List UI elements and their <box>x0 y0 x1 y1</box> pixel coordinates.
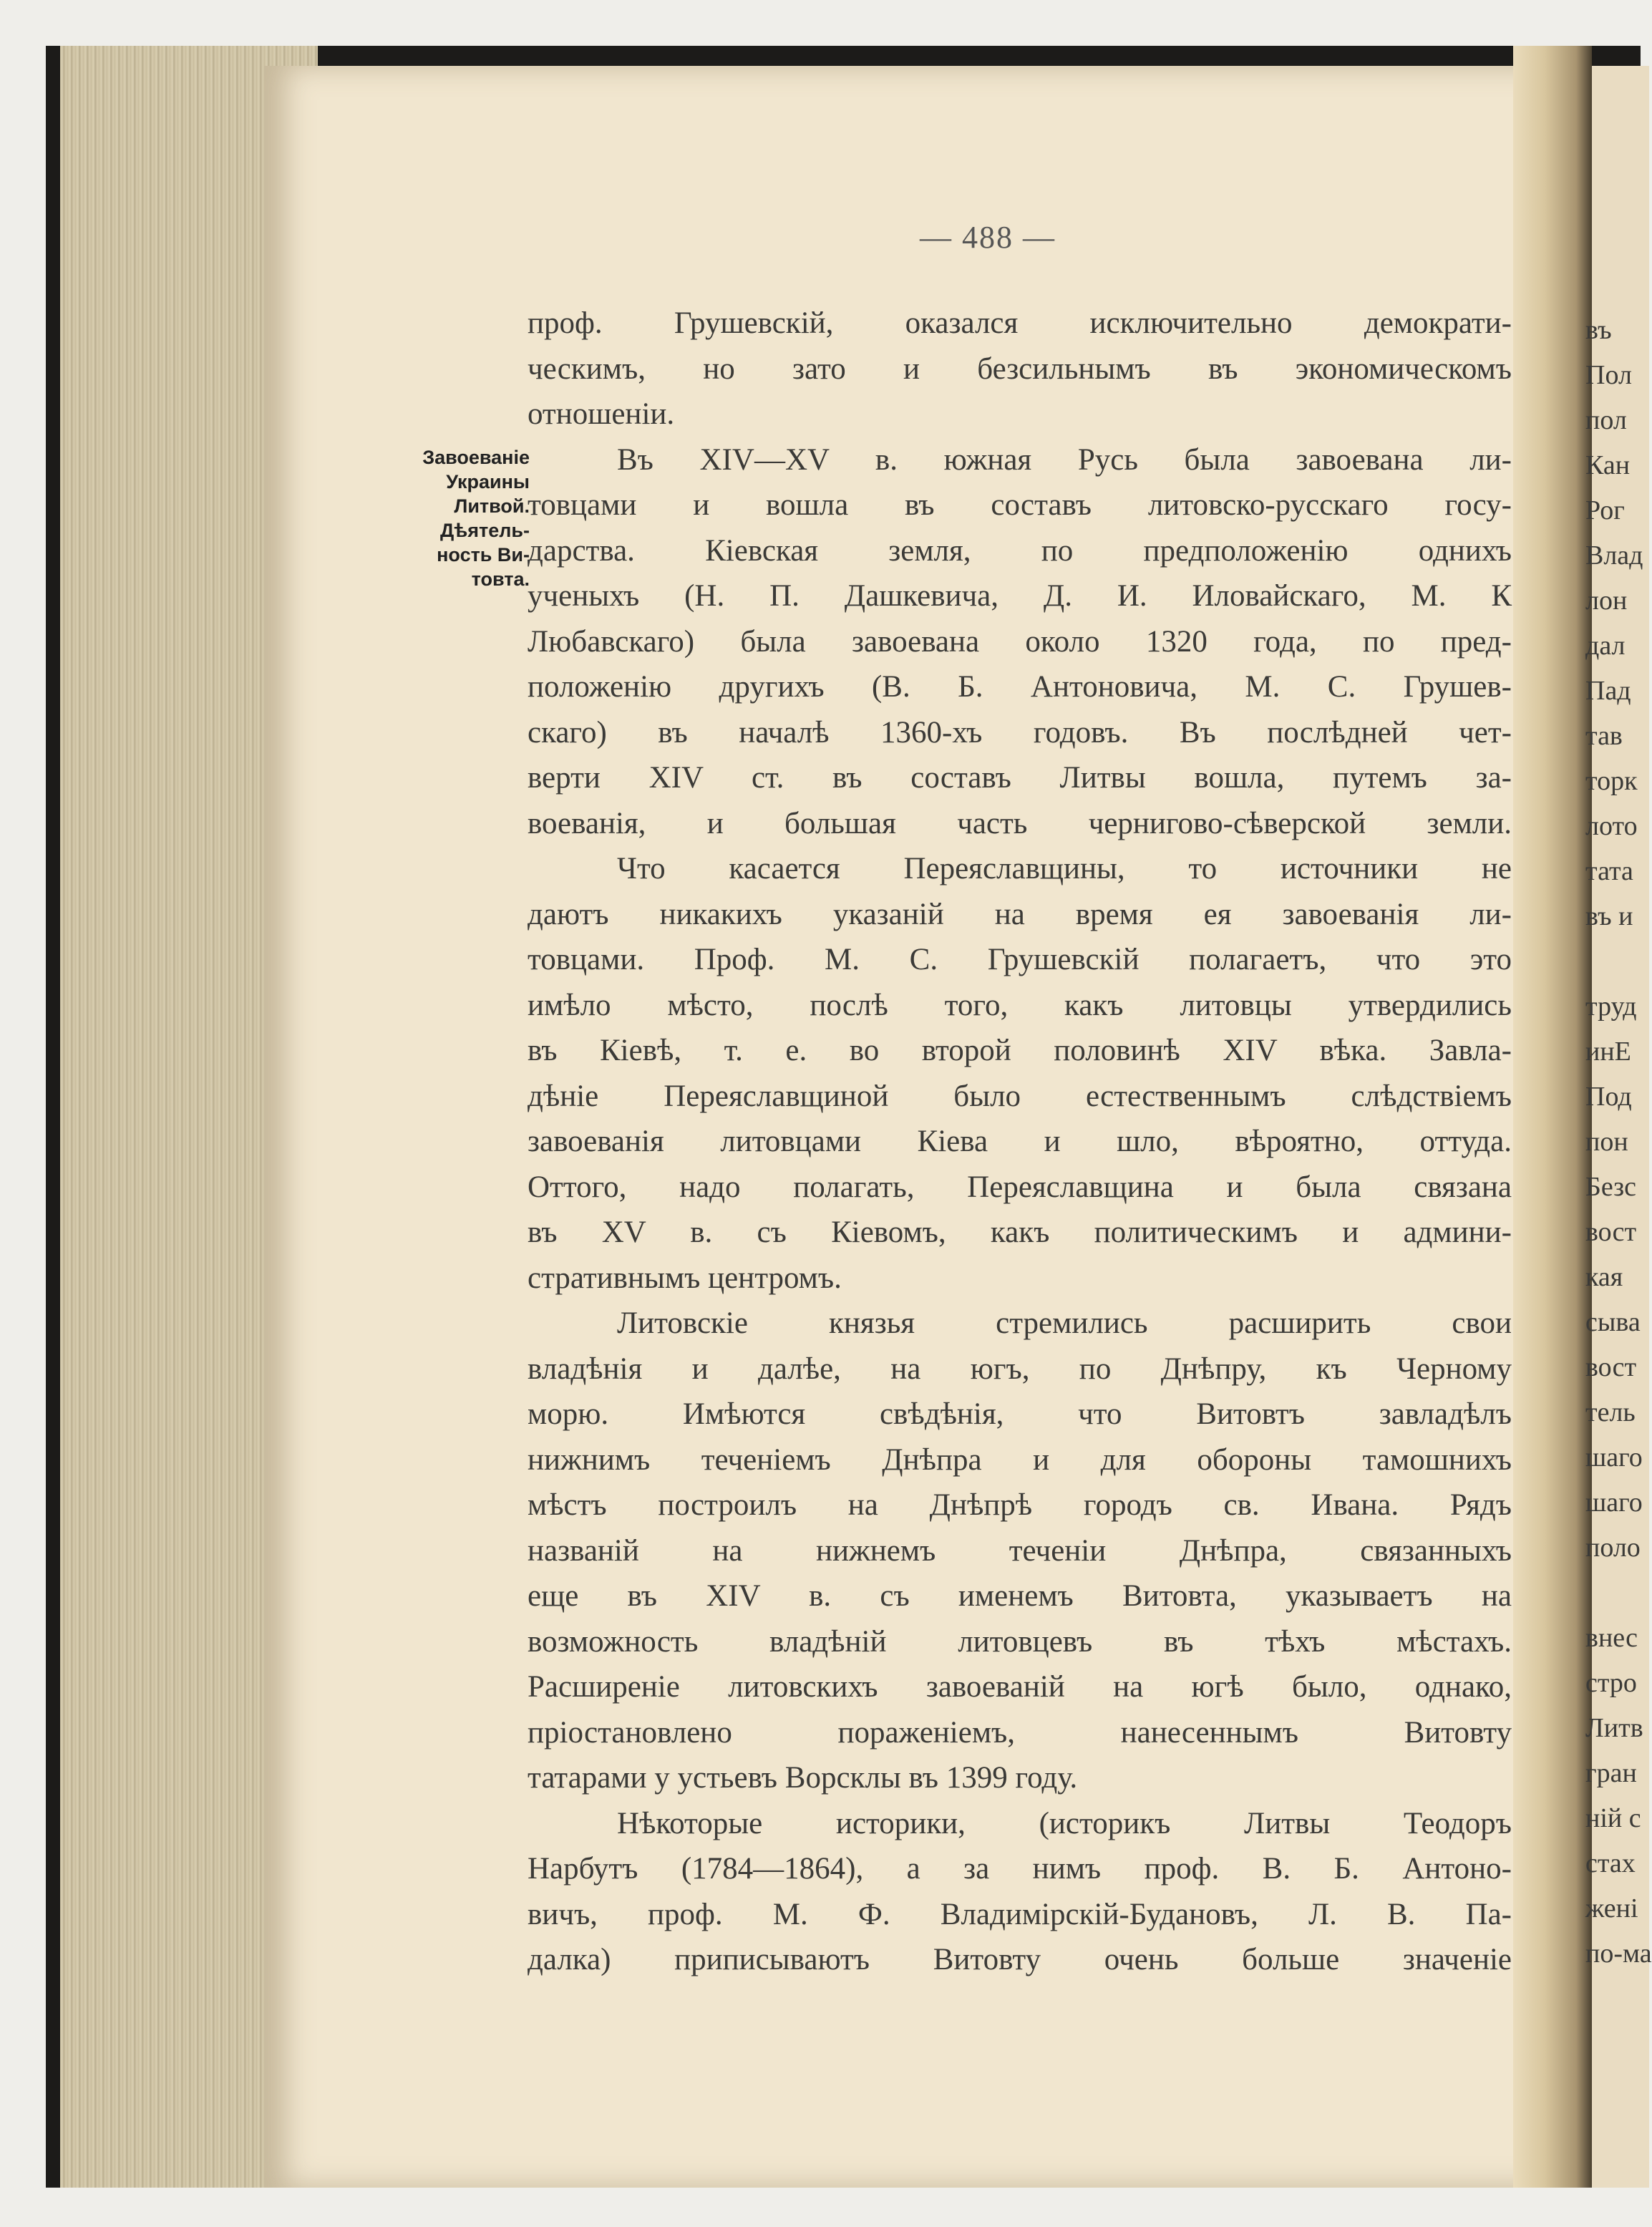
next-page-fragment: поло <box>1585 1533 1641 1563</box>
body-text <box>528 301 1512 1983</box>
text-line: стративнымъ центромъ. <box>528 1261 842 1295</box>
text-line: вичъ, проф. М. Ф. Владимірскій-Будановъ, Л. В. Па- <box>528 1897 1512 1931</box>
text-line: воеванія, и большая часть чернигово-сѣверской земли. <box>528 806 1512 840</box>
text-line: товцами и вошла въ составъ литовско-русскаго госу- <box>528 488 1512 522</box>
text-line: татарами у устьевъ Ворсклы въ 1399 году. <box>528 1761 1078 1795</box>
text-line: Литовскіе князья стремились расширить свои <box>617 1306 1512 1340</box>
margin-note-line: Литвой. <box>454 495 530 517</box>
text-line: Оттого, надо полагать, Переяславщина и была связана <box>528 1170 1512 1204</box>
text-line: дѣніе Переяславщиной было естественнымъ слѣдствіемъ <box>528 1079 1512 1113</box>
next-page-fragment: инЕ <box>1585 1037 1631 1067</box>
margin-note-line: Завоеваніе <box>422 447 530 468</box>
next-page-fragment: кая <box>1585 1262 1623 1292</box>
next-page-fragment: стро <box>1585 1668 1637 1698</box>
next-page-fragment: сыва <box>1585 1307 1641 1337</box>
margin-note <box>387 445 530 591</box>
text-line: проф. Грушевскій, оказался исключительно демократи- <box>528 306 1512 340</box>
text-line: Нѣкоторые историки, (историкъ Литвы Теодоръ <box>617 1806 1512 1840</box>
next-page-fragment: вост <box>1585 1352 1637 1382</box>
next-page-fragment: тель <box>1585 1397 1636 1427</box>
next-page-fragment: Пол <box>1585 360 1632 390</box>
text-line: далка) приписываютъ Витовту очень больше значеніе <box>528 1943 1512 1976</box>
next-page-fragment: стах <box>1585 1848 1636 1878</box>
next-page-fragment: дал <box>1585 631 1626 661</box>
next-page-fragment: ній с <box>1585 1803 1641 1833</box>
text-line: еще въ XIV в. съ именемъ Витовта, указываетъ на <box>528 1579 1512 1613</box>
next-page-fragment: Влад <box>1585 540 1643 571</box>
text-line: имѣло мѣсто, послѣ того, какъ литовцы утвердились <box>528 988 1512 1022</box>
next-page-fragment <box>1585 939 1641 984</box>
next-page-fragment: шаго <box>1585 1442 1643 1472</box>
next-page-text <box>1585 308 1652 1976</box>
text-line: дарства. Кіевская земля, по предположенію однихъ <box>528 533 1512 568</box>
text-line: владѣнія и далѣе, на югъ, по Днѣпру, къ Черному <box>528 1352 1512 1386</box>
text-line: пріостановлено пораженіемъ, нанесеннымъ Витовту <box>528 1715 1512 1750</box>
next-page-fragment: внес <box>1585 1623 1638 1653</box>
next-page-fragment: лото <box>1585 811 1638 841</box>
text-line: отношеніи. <box>528 397 675 431</box>
text-line: даютъ никакихъ указаній на время ея завоеванія ли- <box>528 897 1512 931</box>
next-page-fragment: по-ма <box>1585 1939 1652 1969</box>
next-page-fragment: пол <box>1585 405 1627 435</box>
next-page-fragment: Кан <box>1585 450 1631 480</box>
text-line: въ XV в. съ Кіевомъ, какъ политическимъ и админи- <box>528 1216 1512 1249</box>
next-page-fragment: труд <box>1585 991 1637 1022</box>
next-page-fragment: тата <box>1585 856 1633 886</box>
text-line: ческимъ, но зато и безсильнымъ въ экономическомъ <box>528 351 1512 386</box>
text-line: Нарбутъ (1784—1864), а за нимъ проф. В. Б. Антоно- <box>528 1852 1512 1886</box>
text-line: Что касается Переяславщины, то источники не <box>617 852 1512 886</box>
next-page-fragment: торк <box>1585 766 1638 796</box>
text-line: положенію другихъ (В. Б. Антоновича, М. С. Грушев- <box>528 670 1512 704</box>
margin-note-line: товта. <box>471 568 530 590</box>
text-line: скаго) въ началѣ 1360-хъ годовъ. Въ послѣдней чет- <box>528 715 1512 749</box>
margin-note-line: Украины <box>446 471 530 493</box>
margin-note-line: ность Ви- <box>437 544 530 566</box>
next-page-fragment: тав <box>1585 721 1623 751</box>
text-line: нижнимъ теченіемъ Днѣпра и для обороны тамошнихъ <box>528 1442 1512 1477</box>
text-line: мѣстъ построилъ на Днѣпрѣ городъ св. Ивана. Рядъ <box>528 1488 1512 1522</box>
next-page-fragment: жені <box>1585 1893 1638 1923</box>
next-page-fragment <box>1585 1571 1641 1616</box>
text-line: морю. Имѣются свѣдѣнія, что Витовтъ завладѣлъ <box>528 1397 1512 1431</box>
margin-note-line: Дѣятель- <box>440 520 530 541</box>
next-page-fragment: шаго <box>1585 1488 1643 1518</box>
text-line: товцами. Проф. М. С. Грушевскій полагаетъ, что это <box>528 943 1512 976</box>
next-page-fragment: Литв <box>1585 1713 1643 1743</box>
next-page-fragment: вост <box>1585 1217 1637 1247</box>
next-page-fragment: лон <box>1585 586 1628 616</box>
text-line: возможность владѣній литовцевъ въ тѣхъ мѣстахъ. <box>528 1624 1512 1659</box>
page-number: — 488 — <box>920 220 1056 255</box>
text-line: Любавскаго) была завоевана около 1320 года, по пред- <box>528 624 1512 659</box>
next-page-fragment: Безс <box>1585 1172 1637 1202</box>
text-line: Въ XIV—XV в. южная Русь была завоевана ли- <box>617 442 1512 477</box>
text-line: завоеванія литовцами Кіева и шло, вѣроятно, оттуда. <box>528 1125 1512 1158</box>
next-page-fragment: въ и <box>1585 901 1633 931</box>
next-page-fragment: въ <box>1585 315 1612 345</box>
next-page-fragment: Пад <box>1585 676 1631 706</box>
text-line: ученыхъ (Н. П. Дашкевича, Д. И. Иловайскаго, М. К <box>528 579 1512 613</box>
next-page-fragment: Под <box>1585 1082 1632 1112</box>
next-page-fragment: гран <box>1585 1758 1637 1788</box>
next-page-fragment: Рог <box>1585 495 1625 525</box>
text-line: въ Кіевѣ, т. е. во второй половинѣ XIV вѣка. Завла- <box>528 1034 1512 1067</box>
text-line: названій на нижнемъ теченіи Днѣпра, связанныхъ <box>528 1533 1512 1568</box>
text-line: Расширеніе литовскихъ завоеваній на югѣ было, однако, <box>528 1670 1512 1704</box>
next-page-fragment: пон <box>1585 1127 1628 1157</box>
text-line: верти XIV ст. въ составъ Литвы вошла, путемъ за- <box>528 761 1512 795</box>
book-gutter <box>1513 46 1592 2188</box>
